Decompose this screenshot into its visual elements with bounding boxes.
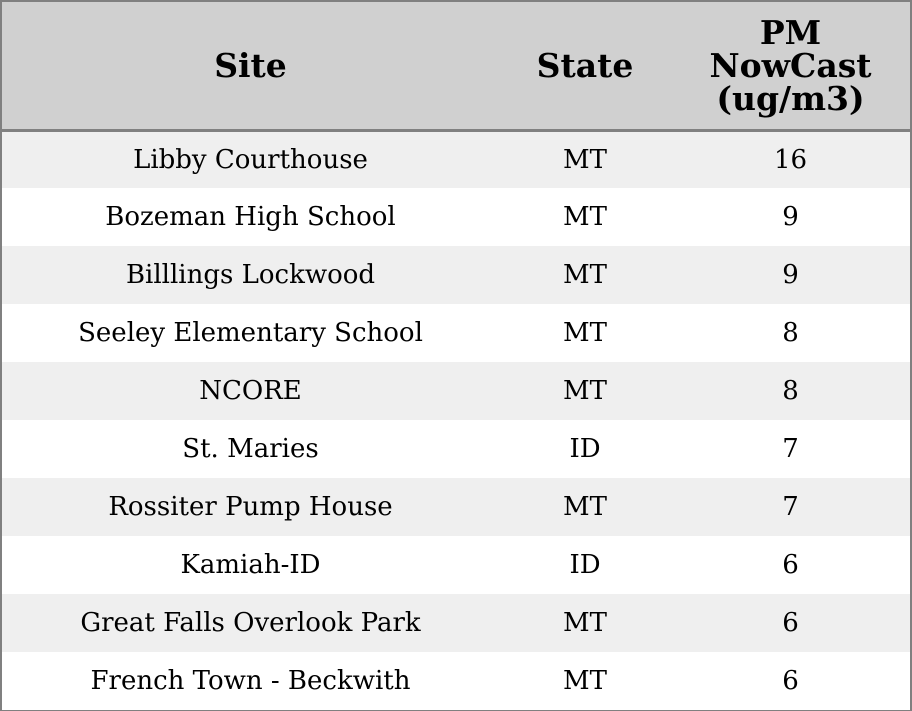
state-cell: MT	[563, 666, 607, 696]
state-cell: ID	[569, 550, 601, 580]
site-cell: St. Maries	[182, 434, 319, 464]
site-cell: NCORE	[199, 376, 302, 406]
header-pm-nowcast	[671, 2, 910, 130]
state-cell: MT	[563, 318, 607, 348]
header-pm-line-1: PM	[759, 12, 822, 52]
state-cell: MT	[563, 492, 607, 522]
state-cell: MT	[563, 608, 607, 638]
header-site	[2, 2, 499, 130]
table-row	[2, 536, 910, 594]
table-row	[2, 420, 910, 478]
state-cell: MT	[563, 144, 607, 175]
pm-value-cell: 6	[782, 608, 799, 638]
table-row	[2, 188, 910, 246]
header-row	[2, 2, 910, 130]
state-cell: MT	[563, 260, 607, 290]
pm-value-cell: 8	[782, 318, 799, 348]
state-cell: MT	[563, 202, 607, 232]
pm-value-cell: 6	[782, 550, 799, 580]
site-cell: Libby Courthouse	[133, 144, 368, 175]
header-state-label: State	[536, 45, 634, 85]
table-row	[2, 362, 910, 420]
table-row	[2, 652, 910, 710]
pm-value-cell: 9	[782, 260, 799, 290]
pm-value-cell: 7	[782, 492, 799, 522]
table-body	[2, 130, 910, 710]
table-row	[2, 594, 910, 652]
table-header	[2, 2, 910, 130]
header-pm-line-2: NowCast	[709, 45, 872, 85]
site-cell: Billlings Lockwood	[125, 260, 376, 290]
header-site-label: Site	[214, 45, 287, 85]
site-cell: Great Falls Overlook Park	[80, 608, 421, 638]
pm-value-cell: 7	[782, 434, 799, 464]
pm-nowcast-table	[2, 2, 910, 710]
table-row	[2, 478, 910, 536]
pm-value-cell: 6	[782, 666, 799, 696]
site-cell: Seeley Elementary School	[78, 318, 423, 348]
table-row	[2, 304, 910, 362]
header-state	[499, 2, 671, 130]
site-cell: Rossiter Pump House	[108, 492, 393, 522]
pm-value-cell: 9	[782, 202, 799, 232]
table-row	[2, 130, 910, 188]
pm-value-cell: 8	[782, 376, 799, 406]
state-cell: ID	[569, 434, 601, 464]
pm-value-cell: 16	[773, 144, 808, 175]
table-row	[2, 246, 910, 304]
site-cell: French Town - Beckwith	[90, 666, 411, 696]
site-cell: Kamiah-ID	[180, 550, 321, 580]
site-cell: Bozeman High School	[105, 202, 396, 232]
state-cell: MT	[563, 376, 607, 406]
header-pm-line-3: (ug/m3)	[716, 78, 865, 118]
